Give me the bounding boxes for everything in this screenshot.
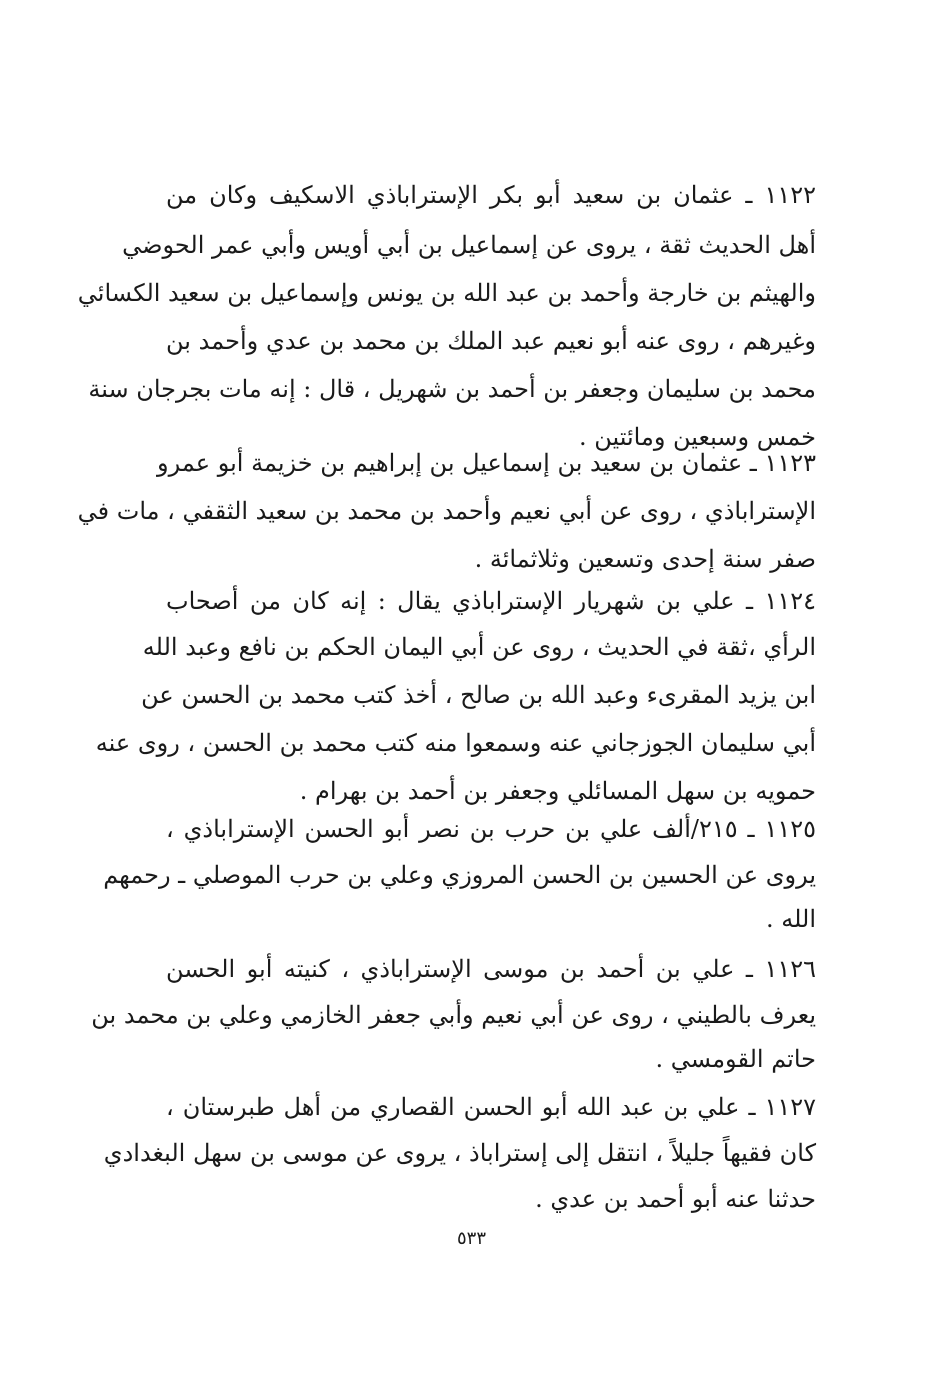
entry-line: يعرف بالطيني ، روى عن أبي نعيم وأبي جعفر الخازمي وعلي بن محمد بن [91, 1001, 816, 1029]
entry-line: صفر سنة إحدى وتسعين وثلاثمائة . [474, 545, 816, 573]
entry-line: خمس وسبعين ومائتين . [578, 423, 816, 451]
entry-line: ١١٢٢ ـ عثمان بن سعيد أبو بكر الإستراباذي الاسكيف وكان من [166, 181, 816, 209]
entry-line: ١١٢٣ ـ عثمان بن سعيد بن إسماعيل بن إبراهيم بن خزيمة أبو عمرو [157, 449, 816, 477]
entry-line: كان فقيهاً جليلاً ، انتقل إلى إستراباذ ، يروى عن موسى بن سهل البغدادي [103, 1139, 816, 1167]
entry-line: يروى عن الحسين بن الحسن المروزي وعلي بن حرب الموصلي ـ رحمهم [103, 861, 816, 889]
entry-line: الله . [765, 905, 816, 933]
entry-line: حاتم القومسي . [655, 1045, 816, 1073]
page-number: ٥٣٣ [456, 1228, 486, 1249]
entry-line: ١١٢٧ ـ علي بن عبد الله أبو الحسن القصاري من أهل طبرستان ، [166, 1093, 816, 1121]
entry-line: ١١٢٥ ـ ٢١٥/ألف علي بن حرب بن نصر أبو الحسن الإستراباذي ، [166, 815, 816, 843]
entry-line: محمد بن سليمان وجعفر بن أحمد بن شهريل ، قال : إنه مات بجرجان سنة [88, 375, 816, 403]
entry-line: الرأي ،ثقة في الحديث ، روى عن أبي اليمان الحكم بن نافع وعبد الله [142, 633, 816, 661]
entry-line: الإستراباذي ، روى عن أبي نعيم وأحمد بن محمد بن سعيد الثقفي ، مات في [77, 497, 816, 525]
entry-line: ابن يزيد المقرىء وعبد الله بن صالح ، أخذ كتب محمد بن الحسن عن [141, 681, 816, 709]
entry-line: ١١٢٦ ـ علي بن أحمد بن موسى الإستراباذي ، كنيته أبو الحسن [166, 955, 816, 983]
entry-line: حمويه بن سهل المسائلي وجعفر بن أحمد بن بهرام . [299, 777, 816, 805]
entry-line: ١١٢٤ ـ علي بن شهريار الإستراباذي يقال : إنه كان من أصحاب [166, 587, 816, 615]
entry-line: أهل الحديث ثقة ، يروى عن إسماعيل بن أبي أويس وأبي عمر الحوضي [122, 231, 816, 259]
entry-line: حدثنا عنه أبو أحمد بن عدي . [535, 1185, 816, 1213]
entry-line: وغيرهم ، روى عنه أبو نعيم عبد الملك بن محمد بن عدي وأحمد بن [166, 327, 816, 355]
entry-line: والهيثم بن خارجة وأحمد بن عبد الله بن يونس وإسماعيل بن سعيد الكسائي [77, 279, 816, 307]
entry-line: أبي سليمان الجوزجاني عنه وسمعوا منه كتب محمد بن الحسن ، روى عنه [95, 729, 816, 757]
